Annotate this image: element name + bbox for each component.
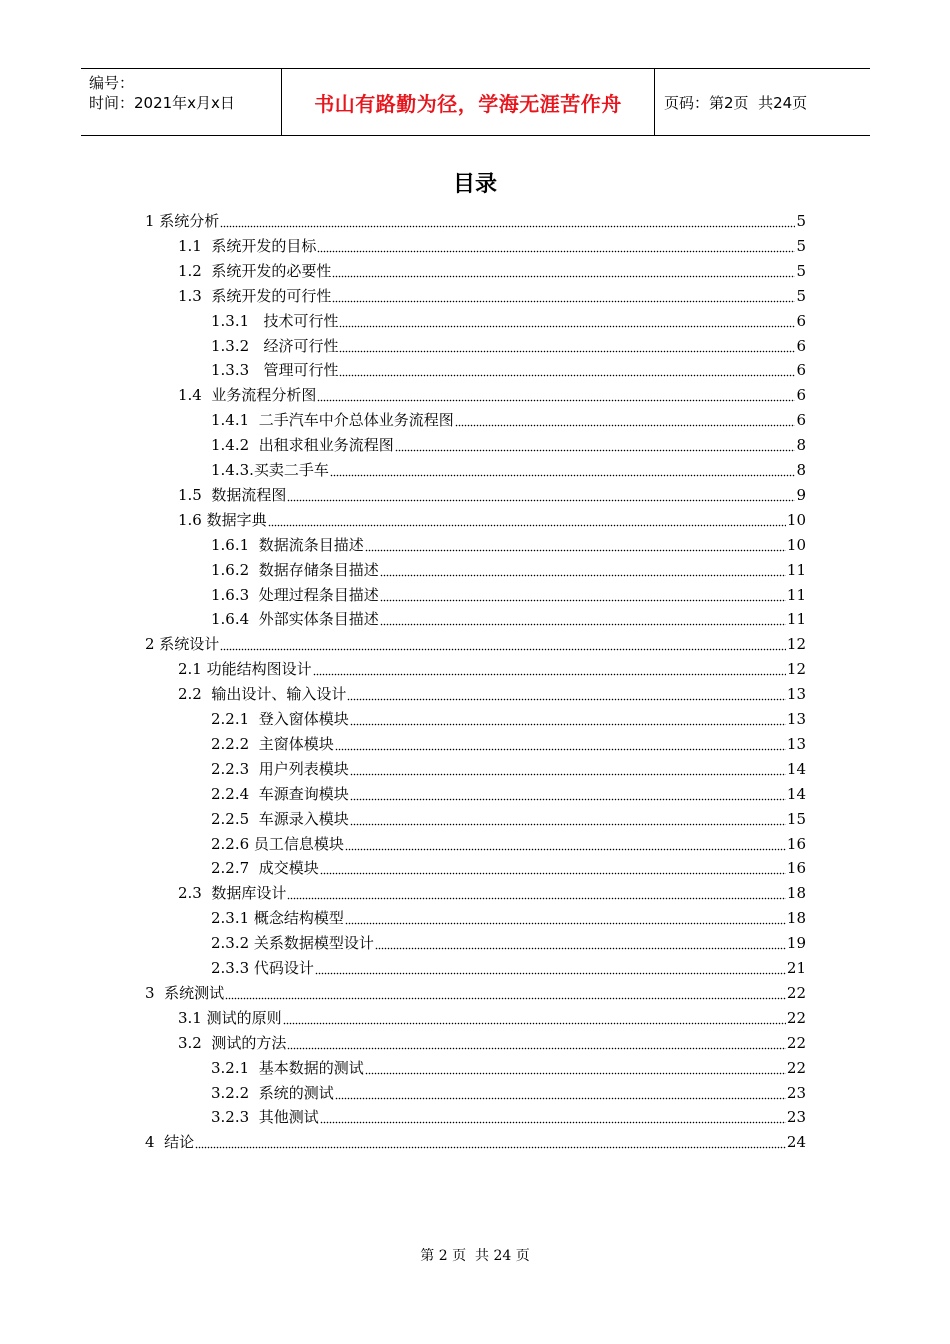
toc-leader-dots (225, 982, 786, 1000)
header-motto: 书山有路勤为径，学海无涯苦作舟 (282, 69, 655, 135)
toc-entry[interactable] (178, 259, 806, 283)
toc-entry-title: 2.2.2 主窗体模块 (211, 734, 334, 753)
toc-leader-dots (317, 235, 795, 253)
toc-leader-dots (375, 932, 786, 950)
toc-entry-page: 12 (786, 660, 806, 679)
toc-entry-page: 21 (786, 959, 806, 977)
toc-entry-title: 1.6.4 外部实体条目描述 (211, 610, 379, 629)
toc-leader-dots (347, 683, 786, 701)
toc-entry-page: 19 (786, 934, 806, 953)
toc-entry-title: 3.2.3 其他测试 (211, 1108, 319, 1127)
toc-leader-dots (268, 509, 786, 527)
toc-leader-dots (380, 608, 786, 626)
toc-entry-page: 11 (786, 585, 806, 604)
toc-entry[interactable] (211, 458, 806, 482)
document-number-label: 编号： (89, 74, 135, 92)
toc-entry[interactable] (178, 1031, 806, 1055)
toc-entry-page: 8 (796, 436, 806, 455)
toc-entry-title: 1.2 系统开发的必要性 (178, 261, 332, 280)
toc-entry-title: 1.3.1 技术可行性 (211, 311, 339, 330)
toc-entry-title: 1.1 系统开发的目标 (178, 236, 317, 255)
toc-entry-title: 1.5 数据流程图 (178, 485, 287, 504)
toc-entry-page: 22 (786, 983, 806, 1002)
toc-entry-title: 1.6.1 数据流条目描述 (211, 535, 364, 554)
toc-leader-dots (335, 1082, 786, 1100)
toc-entry-title: 1.4 业务流程分析图 (178, 386, 317, 405)
toc-leader-dots (287, 882, 786, 900)
toc-entry-title: 2.2.3 用户列表模块 (211, 759, 349, 778)
toc-entry-title: 2.2.1 登入窗体模块 (211, 710, 349, 728)
toc-leader-dots (339, 310, 795, 328)
toc-entry-page: 12 (786, 635, 806, 654)
toc-leader-dots (283, 1007, 786, 1025)
toc-entry[interactable] (211, 832, 806, 856)
toc-leader-dots (350, 708, 786, 726)
toc-entry-page: 16 (786, 859, 806, 878)
toc-entry-title: 2.3 数据库设计 (178, 884, 287, 903)
toc-entry-page: 10 (786, 535, 806, 554)
toc-entry-title: 1.3 系统开发的可行性 (178, 286, 332, 305)
toc-leader-dots (350, 758, 786, 776)
toc-leader-dots (350, 783, 786, 801)
toc-entry-page: 6 (796, 361, 806, 380)
toc-entry[interactable] (211, 757, 806, 781)
page-header (81, 68, 870, 136)
toc-entry[interactable] (178, 284, 806, 308)
toc-entry-page: 6 (796, 311, 806, 330)
toc-entry-title: 1.3.2 经济可行性 (211, 336, 339, 355)
toc-leader-dots (339, 335, 795, 353)
toc-entry[interactable] (145, 632, 806, 656)
toc-entry-title: 2.2.5 车源录入模块 (211, 809, 349, 828)
toc-entry[interactable] (211, 533, 806, 557)
toc-entry-title: 3.2.1 基本数据的测试 (211, 1058, 364, 1077)
toc-entry-page: 18 (786, 909, 806, 928)
toc-entry-title: 2.3.3 代码设计 (211, 959, 314, 977)
toc-entry[interactable] (211, 931, 806, 955)
toc-entry[interactable] (178, 881, 806, 905)
toc-entry-title: 3.2.2 系统的测试 (211, 1083, 334, 1102)
toc-entry-page: 5 (796, 212, 806, 230)
toc-entry[interactable] (211, 433, 806, 457)
toc-entry-page: 14 (786, 784, 806, 803)
toc-entry-title: 1 系统分析 (145, 212, 220, 230)
toc-entry-title: 2 系统设计 (145, 635, 220, 654)
toc-entry[interactable] (211, 309, 806, 333)
toc-entry-page: 6 (796, 336, 806, 355)
toc-entry-page: 6 (796, 386, 806, 405)
toc-leader-dots (330, 459, 796, 477)
toc-leader-dots (335, 733, 786, 751)
toc-entry-page: 22 (786, 1033, 806, 1052)
toc-entry-page: 11 (786, 560, 806, 579)
header-meta-cell (81, 69, 282, 135)
toc-leader-dots (320, 1106, 786, 1124)
toc-leader-dots (195, 1131, 786, 1149)
toc-leader-dots (365, 534, 786, 552)
toc-entry-page: 10 (786, 510, 806, 529)
toc-leader-dots (455, 409, 796, 427)
document-date-label: 时间：2021年x月x日 (89, 94, 235, 112)
toc-leader-dots (380, 584, 786, 602)
toc-entry-title: 2.2.6 员工信息模块 (211, 834, 344, 853)
toc-entry[interactable] (211, 1105, 806, 1129)
toc-entry[interactable] (211, 607, 806, 631)
toc-leader-dots (317, 384, 795, 402)
toc-entry-page: 23 (786, 1083, 806, 1102)
toc-entry[interactable] (211, 558, 806, 582)
toc-entry-page: 5 (796, 236, 806, 255)
toc-entry[interactable] (178, 383, 806, 407)
toc-entry[interactable] (211, 782, 806, 806)
toc-entry-page: 11 (786, 610, 806, 629)
toc-entry-title: 3.2 测试的方法 (178, 1033, 287, 1052)
toc-entry[interactable] (178, 508, 806, 532)
toc-entry-page: 6 (796, 411, 806, 430)
toc-entry-title: 1.4.2 出租求租业务流程图 (211, 436, 394, 455)
toc-entry-title: 3 系统测试 (145, 983, 225, 1002)
toc-title: 目录 (452, 172, 497, 197)
toc-entry-title: 2.2.4 车源查询模块 (211, 784, 349, 803)
toc-leader-dots (287, 1032, 786, 1050)
toc-entry[interactable] (145, 1130, 806, 1154)
toc-entry-page: 8 (796, 461, 806, 479)
toc-entry-title: 1.6.2 数据存储条目描述 (211, 560, 379, 579)
toc-entry-title: 2.3.2 关系数据模型设计 (211, 934, 374, 953)
page-footer: 第 2 页 共 24 页 (420, 1248, 530, 1264)
toc-entry[interactable] (211, 807, 806, 831)
toc-entry-page: 15 (786, 809, 806, 828)
toc-leader-dots (287, 484, 795, 502)
toc-entry[interactable] (211, 732, 806, 756)
toc-entry-title: 1.4.1 二手汽车中介总体业务流程图 (211, 411, 454, 430)
toc-entry[interactable] (211, 906, 806, 930)
toc-entry[interactable] (211, 1081, 806, 1105)
toc-leader-dots (332, 260, 795, 278)
toc-entry-title: 1.3.3 管理可行性 (211, 361, 339, 380)
toc-entry[interactable] (145, 981, 806, 1005)
toc-entry-title: 1.6.3 处理过程条目描述 (211, 585, 379, 604)
toc-entry-page: 22 (786, 1008, 806, 1027)
toc-entry-page: 13 (786, 710, 806, 728)
toc-entry[interactable] (211, 856, 806, 880)
toc-entry-page: 13 (786, 685, 806, 704)
toc-entry[interactable] (211, 334, 806, 358)
toc-leader-dots (350, 808, 786, 826)
toc-leader-dots (320, 857, 786, 875)
toc-entry-page: 23 (786, 1108, 806, 1127)
toc-entry-page: 16 (786, 834, 806, 853)
toc-entry-page: 14 (786, 759, 806, 778)
toc-leader-dots (220, 210, 795, 228)
toc-entry[interactable] (178, 234, 806, 258)
toc-leader-dots (365, 1057, 786, 1075)
toc-entry[interactable] (211, 956, 806, 980)
toc-entry[interactable] (211, 1056, 806, 1080)
toc-entry[interactable] (211, 583, 806, 607)
toc-entry-title: 1.4.3.买卖二手车 (211, 461, 329, 479)
toc-entry[interactable] (178, 483, 806, 507)
toc-entry[interactable] (178, 1006, 806, 1030)
toc-entry-page: 5 (796, 286, 806, 305)
toc-entry-page: 22 (786, 1058, 806, 1077)
toc-entry-title: 2.2.7 成交模块 (211, 859, 319, 878)
toc-entry-title: 1.6 数据字典 (178, 510, 267, 529)
toc-entry-title: 3.1 测试的原则 (178, 1008, 282, 1027)
toc-entry[interactable] (145, 209, 806, 233)
toc-leader-dots (313, 658, 786, 676)
toc-entry-title: 2.2 输出设计、输入设计 (178, 685, 347, 704)
toc-entry[interactable] (211, 707, 806, 731)
toc-entry[interactable] (211, 408, 806, 432)
toc-leader-dots (345, 907, 786, 925)
toc-entry-title: 2.3.1 概念结构模型 (211, 909, 344, 928)
toc-entry-page: 13 (786, 734, 806, 753)
toc-leader-dots (395, 434, 796, 452)
toc-entry[interactable] (178, 682, 806, 706)
toc-leader-dots (345, 833, 786, 851)
toc-leader-dots (332, 285, 795, 303)
header-page-info: 页码：第2页 共24页 (664, 93, 808, 112)
toc-entry[interactable] (178, 657, 806, 681)
toc-entry-title: 4 结论 (145, 1133, 195, 1152)
toc-entry-page: 5 (796, 261, 806, 280)
toc-leader-dots (315, 957, 786, 975)
toc-leader-dots (339, 359, 795, 377)
toc-entry-page: 9 (796, 485, 806, 504)
toc-entry-title: 2.1 功能结构图设计 (178, 660, 312, 679)
toc-leader-dots (220, 633, 786, 651)
toc-entry-page: 18 (786, 884, 806, 903)
toc-entry[interactable] (211, 358, 806, 382)
toc-leader-dots (380, 559, 786, 577)
toc-entry-page: 24 (786, 1133, 806, 1152)
